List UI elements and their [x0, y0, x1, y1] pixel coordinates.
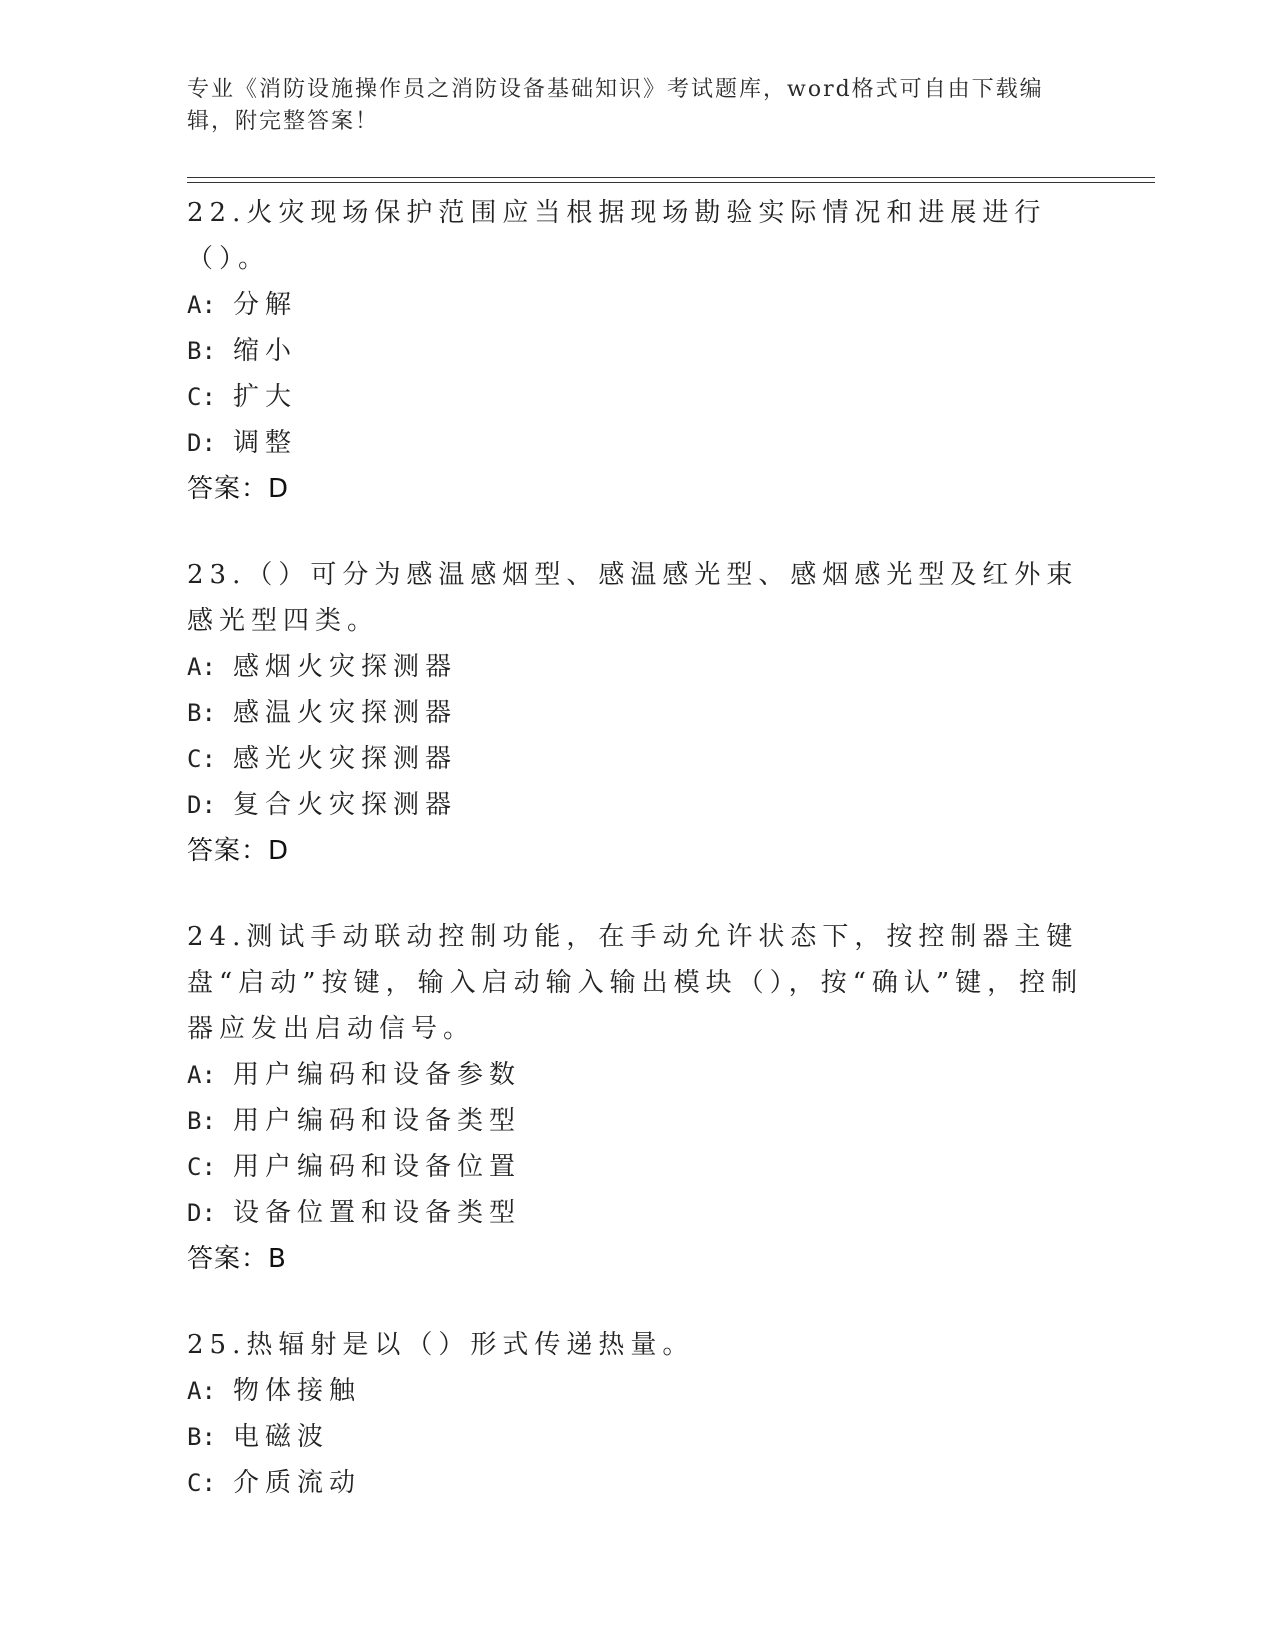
option-text: 设备位置和设备类型 — [233, 1198, 522, 1228]
option-text: 感光火灾探测器 — [233, 744, 458, 774]
option-text: 用户编码和设备参数 — [233, 1060, 522, 1090]
question-stem: 25.热辐射是以（）形式传递热量。 — [187, 1330, 695, 1360]
option-text: 用户编码和设备类型 — [233, 1106, 522, 1136]
answer-line: 答案：D — [187, 474, 290, 504]
option-letter: C: — [187, 1153, 216, 1181]
option-d — [187, 420, 1087, 466]
option-text: 调整 — [233, 428, 298, 458]
option-a — [187, 644, 1087, 690]
option-a — [187, 282, 1087, 328]
option-letter: B: — [187, 1423, 216, 1451]
document-intro: 专业《消防设施操作员之消防设备基础知识》考试题库，word格式可自由下载编辑，附完整答案！ — [187, 77, 1044, 134]
option-b — [187, 1098, 1087, 1144]
option-c — [187, 1144, 1087, 1190]
header-divider-bottom — [187, 182, 1155, 183]
option-letter: D: — [187, 429, 216, 457]
option-letter: A: — [187, 1061, 216, 1089]
option-letter: C: — [187, 745, 216, 773]
question-24 — [187, 914, 1087, 1282]
question-23 — [187, 552, 1087, 874]
option-text: 分解 — [233, 290, 298, 320]
option-text: 缩小 — [233, 336, 298, 366]
question-stem: 24.测试手动联动控制功能，在手动允许状态下，按控制器主键盘“启动”按键，输入启动输入输出模块（），按“确认”键，控制器应发出启动信号。 — [187, 922, 1084, 1044]
option-text: 用户编码和设备位置 — [233, 1152, 522, 1182]
option-text: 感烟火灾探测器 — [233, 652, 458, 682]
option-d — [187, 1190, 1087, 1236]
question-stem: 23.（）可分为感温感烟型、感温感光型、感烟感光型及红外束感光型四类。 — [187, 560, 1079, 636]
question-25 — [187, 1322, 1087, 1506]
option-text: 复合火灾探测器 — [233, 790, 458, 820]
option-c — [187, 736, 1087, 782]
option-b — [187, 1414, 1087, 1460]
question-22 — [187, 190, 1087, 512]
option-text: 介质流动 — [233, 1468, 362, 1498]
header-divider-top — [187, 177, 1155, 178]
option-b — [187, 690, 1087, 736]
option-letter: B: — [187, 337, 216, 365]
option-text: 感温火灾探测器 — [233, 698, 458, 728]
option-c — [187, 1460, 1087, 1506]
option-b — [187, 328, 1087, 374]
option-c — [187, 374, 1087, 420]
option-letter: D: — [187, 1199, 216, 1227]
option-letter: B: — [187, 699, 216, 727]
option-a — [187, 1368, 1087, 1414]
option-letter: A: — [187, 291, 216, 319]
answer-line: 答案：B — [187, 1244, 287, 1274]
option-a — [187, 1052, 1087, 1098]
option-letter: B: — [187, 1107, 216, 1135]
option-text: 扩大 — [233, 382, 298, 412]
option-letter: A: — [187, 1377, 216, 1405]
option-text: 电磁波 — [233, 1422, 330, 1452]
answer-line: 答案：D — [187, 836, 290, 866]
option-letter: C: — [187, 383, 216, 411]
question-list — [187, 190, 1087, 1546]
option-d — [187, 782, 1087, 828]
option-text: 物体接触 — [233, 1376, 362, 1406]
option-letter: C: — [187, 1469, 216, 1497]
option-letter: A: — [187, 653, 216, 681]
option-letter: D: — [187, 791, 216, 819]
question-stem: 22.火灾现场保护范围应当根据现场勘验实际情况和进展进行（）。 — [187, 198, 1047, 274]
